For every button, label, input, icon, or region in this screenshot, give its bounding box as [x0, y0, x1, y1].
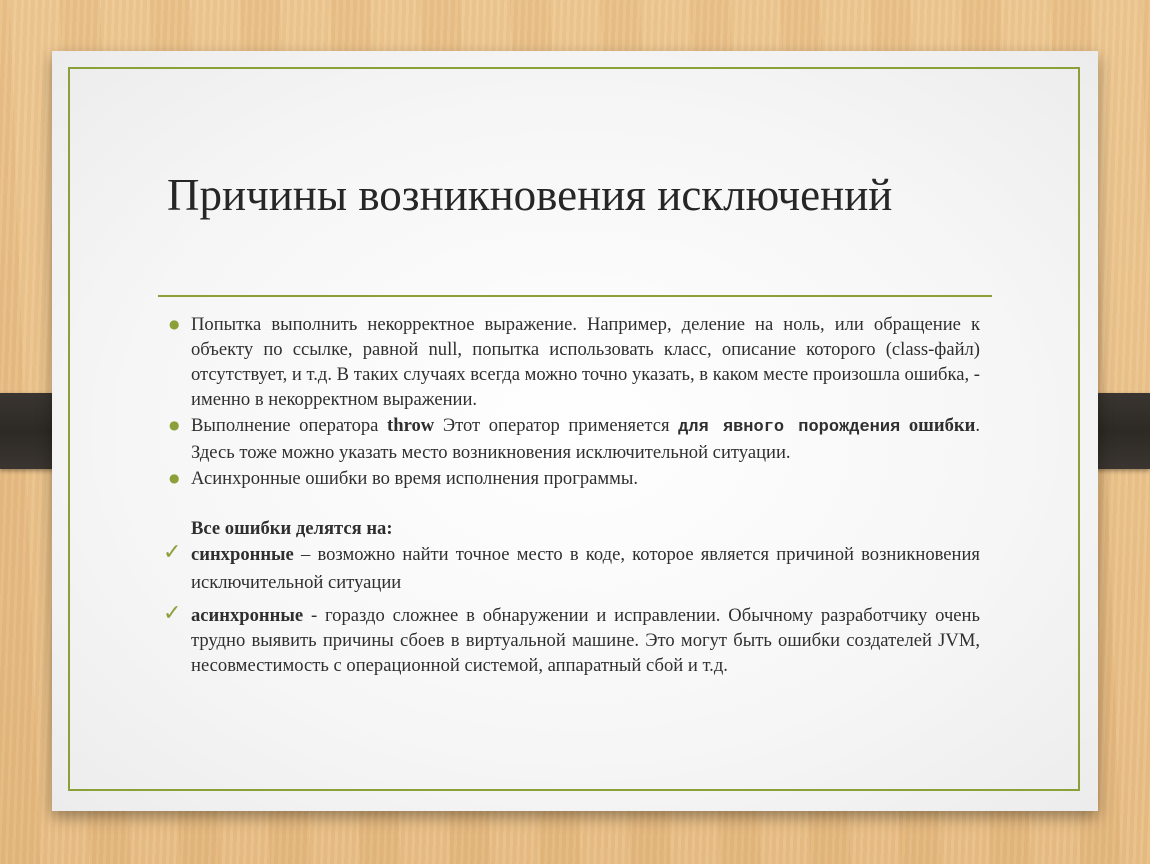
bullet-bold-tail: ошибки — [908, 415, 976, 436]
error-type-description: - гораздо сложнее в обнаружении и исправлении. Обычному разработчику очень трудно выявить причины сбоев в виртуальной машине. Это могут быть ошибки создателей JVM, несовместимость с операционной системой, аппаратный сбой и т.д. — [191, 605, 980, 676]
bullet-dot-icon: ● — [169, 471, 180, 485]
bullet-text-post: . Здесь тоже можно указать место возникновения исключительной ситуации. — [191, 415, 980, 463]
error-type-term: асинхронные — [191, 605, 304, 626]
bullet-dot-icon: ● — [169, 418, 180, 432]
slide-title: Причины возникновения исключений — [167, 170, 893, 220]
bullet-item-invalid-expression — [167, 312, 980, 412]
bullet-text-mid: Этот оператор применяется — [434, 415, 679, 436]
title-divider — [158, 295, 992, 297]
bullet-text-pre: Выполнение оператора — [191, 415, 388, 436]
slide-content — [163, 312, 980, 678]
error-type-async — [163, 601, 980, 678]
bullet-emphasis: для явного порождения — [678, 418, 901, 437]
error-type-term: синхронные — [191, 544, 294, 565]
throw-keyword: throw — [387, 415, 435, 436]
error-type-description: – возможно найти точное место в коде, которое является причиной возникновения исключительной ситуации — [191, 544, 980, 593]
bullet-dot-icon: ● — [169, 317, 180, 331]
bullet-item-async — [167, 466, 980, 491]
checkmark-icon: ✓ — [163, 540, 182, 565]
bullet-text: Асинхронные ошибки во время исполнения программы. — [191, 468, 639, 489]
bullet-text: Попытка выполнить некорректное выражение. Например, деление на ноль, или обращение к объекту по ссылке, равной null, попытка использовать класс, описание которого (class-файл) отсутствует, и т.д. В таких случаях всегда можно точно указать, в каком месте произошла ошибка, - именно в некорректном выражении. — [191, 314, 980, 410]
errors-heading: Все ошибки делятся на: — [191, 518, 393, 539]
checkmark-icon: ✓ — [163, 601, 182, 626]
slide — [52, 51, 1098, 811]
bullet-item-throw — [167, 413, 980, 465]
error-type-sync — [163, 540, 980, 597]
